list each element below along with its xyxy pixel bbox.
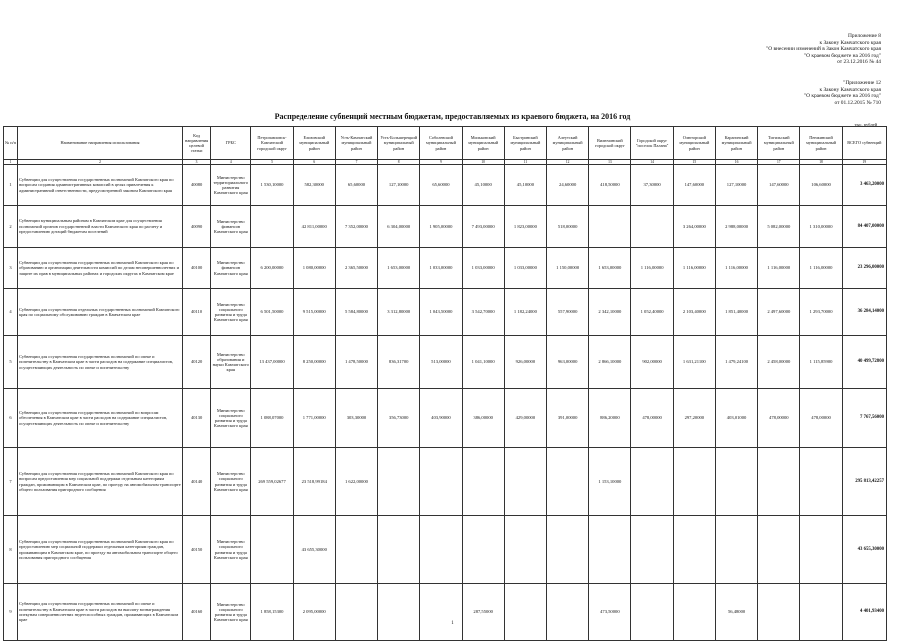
appendix-note-line: от 01.12.2015 № 710 (834, 99, 881, 106)
amount-cell: 1 116,00000 (800, 248, 842, 289)
column-index: 13 (589, 160, 631, 165)
appendix-note-line: "О краевом бюджете на 2016 год" (803, 52, 881, 59)
appendix-note-line: к Закону Камчатского края (819, 86, 881, 93)
amount-cell (589, 516, 631, 584)
amount-cell (504, 584, 546, 641)
grbs-name: Министерство социального развития и труда Камчатского края (211, 389, 251, 448)
amount-cell: 45,10000 (462, 165, 504, 206)
amount-cell: 1 858,15300 (251, 584, 293, 641)
amount-cell: 1 116,00000 (673, 248, 715, 289)
amount-cell (631, 206, 673, 248)
amount-cell (504, 448, 546, 516)
direction-name: Субвенции для осуществления государственных полномочий по опеке и попечительству в Камчатском крае в части расходов на содержание специалистов, осуществляющих деятельность по опеке и попечительству (18, 336, 183, 389)
amount-cell: 65,60000 (420, 165, 462, 206)
amount-cell: 403,90000 (420, 389, 462, 448)
amount-cell: 65,60000 (335, 165, 377, 206)
amount-cell: 269 559,02677 (251, 448, 293, 516)
target-code: 40130 (183, 389, 211, 448)
direction-name: Субвенции для осуществления государственных полномочий Камчатского края по образованию и организации деятельности комиссий по делам несовершеннолетних и защите их прав в муниципальных районах и городских округах в Камчатском крае (18, 248, 183, 289)
appendix-note-line: "Приложение 12 (843, 80, 881, 86)
amount-cell: 3 312,80000 (378, 289, 420, 336)
amount-cell (462, 448, 504, 516)
total-cell: 295 813,42257 (842, 448, 886, 516)
amount-cell: 836,31700 (378, 336, 420, 389)
amount-cell: 1 033,00000 (462, 248, 504, 289)
amount-cell: 1 631,21100 (673, 336, 715, 389)
appendix-note-line: от 23.12.2016 № 44 (837, 59, 881, 66)
grbs-name: Министерство образования и науки Камчатского края (211, 336, 251, 389)
table-row (4, 165, 887, 206)
amount-cell: 1 905,00000 (420, 206, 462, 248)
column-index: 19 (842, 160, 886, 165)
column-header: Городской округ "поселок Палана" (631, 127, 673, 160)
grbs-name: Министерство социального развития и труда Камчатского края (211, 516, 251, 584)
row-number: 9 (4, 584, 18, 641)
amount-cell: 2 988,00000 (715, 206, 757, 248)
amount-cell: 1 293,70000 (800, 289, 842, 336)
amount-cell: 1 153,10000 (589, 448, 631, 516)
amount-cell: 356,73000 (378, 389, 420, 448)
grbs-name: Министерство социального развития и труда Камчатского края (211, 448, 251, 516)
amount-cell: 1 478,50000 (335, 336, 377, 389)
amount-cell: 3 542,70000 (462, 289, 504, 336)
amount-cell: 24,60000 (547, 165, 589, 206)
row-number: 7 (4, 448, 18, 516)
amount-cell: 1 115,85900 (800, 336, 842, 389)
amount-cell: 1 150,00000 (547, 248, 589, 289)
column-header: Мильковский муниципальный район (462, 127, 504, 160)
column-header: ГРБС (211, 127, 251, 160)
column-index: 16 (715, 160, 757, 165)
amount-cell: 418,50000 (589, 165, 631, 206)
amount-cell (547, 584, 589, 641)
amount-cell: 391,00000 (547, 389, 589, 448)
amount-cell (631, 584, 673, 641)
column-index: 7 (335, 160, 377, 165)
amount-cell: 147,60000 (758, 165, 800, 206)
column-index: 11 (504, 160, 546, 165)
amount-cell: 42 811,00000 (293, 206, 335, 248)
column-index: 18 (800, 160, 842, 165)
amount-cell (420, 516, 462, 584)
amount-cell: 902,00000 (631, 336, 673, 389)
amount-cell: 1 116,00000 (715, 248, 757, 289)
column-header: Усть-Камчатский муниципальный район (335, 127, 377, 160)
amount-cell (547, 448, 589, 516)
amount-cell: 1 653,00000 (378, 248, 420, 289)
amount-cell: 2 458,00000 (758, 336, 800, 389)
amount-cell: 23 518,99184 (293, 448, 335, 516)
amount-cell: 297,20000 (673, 389, 715, 448)
column-header: Олюторский муниципальный район (673, 127, 715, 160)
total-cell: 3 463,20000 (842, 165, 886, 206)
amount-cell: 2 497,60000 (758, 289, 800, 336)
amount-cell (335, 584, 377, 641)
table-body (4, 160, 887, 641)
amount-cell: 1 182,24000 (504, 289, 546, 336)
amount-cell (462, 516, 504, 584)
amount-cell: 478,00000 (758, 389, 800, 448)
amount-cell (715, 516, 757, 584)
column-header: Елизовский муниципальный район (293, 127, 335, 160)
column-index: 14 (631, 160, 673, 165)
amount-cell: 1 622,00000 (335, 448, 377, 516)
amount-cell: 147,60000 (673, 165, 715, 206)
amount-cell: 478,00000 (800, 389, 842, 448)
amount-cell: 1 823,00000 (504, 206, 546, 248)
amount-cell: 2 095,00000 (293, 584, 335, 641)
row-number: 1 (4, 165, 18, 206)
column-header: Пенжинский муниципальный район (800, 127, 842, 160)
amount-cell: 1 530,10000 (251, 165, 293, 206)
grbs-name: Министерство территориального развития Камчатского края (211, 165, 251, 206)
amount-cell: 45,10000 (504, 165, 546, 206)
row-number: 2 (4, 206, 18, 248)
amount-cell (251, 206, 293, 248)
direction-name: Субвенции для осуществления государственных полномочий Камчатского края по вопросам предоставления мер социальной поддержки отдельным категориям граждан, проживающим в Камчатском крае, по проезду на автомобильном транспорте общего пользования пригородного сообщения (18, 448, 183, 516)
unit-label: тыс. рублей (854, 122, 877, 127)
column-header: Вилючинский городской округ (589, 127, 631, 160)
amount-cell: 1 088,07000 (251, 389, 293, 448)
amount-cell: 7 352,00000 (335, 206, 377, 248)
amount-cell: 513,00000 (420, 336, 462, 389)
target-code: 40100 (183, 248, 211, 289)
table-row (4, 448, 887, 516)
amount-cell: 6 501,50000 (251, 289, 293, 336)
appendix-note-line: "О внесении изменений в Закон Камчатского края (766, 46, 881, 53)
table-row (4, 389, 887, 448)
column-index: 3 (183, 160, 211, 165)
amount-cell: 403,01000 (715, 389, 757, 448)
direction-name: Субвенции для осуществления государственных полномочий по вопросам обеспечения в Камчатском крае в части расходов на содержание специалистов, осуществляющих деятельность по опеке и попечительству (18, 389, 183, 448)
amount-cell (378, 448, 420, 516)
amount-cell: 1 310,00000 (800, 206, 842, 248)
amount-cell: 557,90000 (547, 289, 589, 336)
amount-cell (673, 516, 715, 584)
amount-cell: 1 033,00000 (504, 248, 546, 289)
direction-name: Субвенции муниципальным районам в Камчатском крае для осуществления полномочий органов государственной власти Камчатского края по расчету и предоставлению дотаций бюджетам поселений (18, 206, 183, 248)
column-index: 5 (251, 160, 293, 165)
total-cell: 4 401,93400 (842, 584, 886, 641)
amount-cell: 37,30000 (631, 165, 673, 206)
amount-cell: 106,60000 (800, 165, 842, 206)
column-header: № п/п (4, 127, 18, 160)
amount-cell: 1 041,10000 (462, 336, 504, 389)
amount-cell: 518,00000 (547, 206, 589, 248)
amount-cell: 6 304,00000 (378, 206, 420, 248)
column-index: 4 (211, 160, 251, 165)
amount-cell (335, 516, 377, 584)
amount-cell: 56,48000 (715, 584, 757, 641)
target-code: 40150 (183, 516, 211, 584)
amount-cell: 8 250,00000 (293, 336, 335, 389)
table-row (4, 248, 887, 289)
amount-cell: 5 584,80000 (335, 289, 377, 336)
table-row (4, 516, 887, 584)
amount-cell (378, 584, 420, 641)
amount-cell: 1 851,40000 (715, 289, 757, 336)
column-index: 15 (673, 160, 715, 165)
column-index: 1 (4, 160, 18, 165)
target-code: 40120 (183, 336, 211, 389)
amount-cell: 478,00000 (631, 389, 673, 448)
grbs-name: Министерство социального развития и труда Камчатского края (211, 584, 251, 641)
appendix-note-line: Приложение 8 (848, 33, 881, 39)
amount-cell: 7 493,00000 (462, 206, 504, 248)
column-header: Соболевский муниципальный район (420, 127, 462, 160)
amount-cell: 1 116,00000 (631, 248, 673, 289)
amount-cell (631, 448, 673, 516)
amount-cell: 386,00000 (462, 389, 504, 448)
amount-cell: 582,30000 (293, 165, 335, 206)
row-number: 5 (4, 336, 18, 389)
target-code: 40160 (183, 584, 211, 641)
column-index: 6 (293, 160, 335, 165)
column-header: ВСЕГО субвенций (842, 127, 886, 160)
column-header: Алеутский муниципальный район (547, 127, 589, 160)
amount-cell (420, 584, 462, 641)
amount-cell: 9 515,00000 (293, 289, 335, 336)
table-row (4, 289, 887, 336)
amount-cell: 1 052,40000 (631, 289, 673, 336)
amount-cell (800, 448, 842, 516)
amount-cell: 2 103,40000 (673, 289, 715, 336)
grbs-name: Министерство финансов Камчатского края (211, 206, 251, 248)
amount-cell: 127,10000 (378, 165, 420, 206)
appendix-note-original (804, 80, 881, 106)
document-title: Распределение субвенций местным бюджетам, предоставляемых из краевого бюджета, на 2016 год (274, 112, 631, 121)
column-index: 10 (462, 160, 504, 165)
amount-cell: 886,20000 (589, 389, 631, 448)
grbs-name: Министерство финансов Камчатского края (211, 248, 251, 289)
row-number: 3 (4, 248, 18, 289)
amount-cell (631, 516, 673, 584)
amount-cell: 5 082,00000 (758, 206, 800, 248)
total-cell: 43 655,30000 (842, 516, 886, 584)
total-cell: 36 284,14000 (842, 289, 886, 336)
amount-cell (589, 206, 631, 248)
appendix-note-line: к Закону Камчатского края (819, 39, 881, 46)
target-code: 40090 (183, 206, 211, 248)
amount-cell (673, 448, 715, 516)
amount-cell: 1 479,24100 (715, 336, 757, 389)
total-cell: 84 407,00000 (842, 206, 886, 248)
amount-cell (378, 516, 420, 584)
column-header: Быстринский муниципальный район (504, 127, 546, 160)
amount-cell: 43 655,30000 (293, 516, 335, 584)
amount-cell: 1 080,00000 (293, 248, 335, 289)
amount-cell: 287,55000 (462, 584, 504, 641)
amount-cell: 2 866,10000 (589, 336, 631, 389)
total-cell: 23 296,00000 (842, 248, 886, 289)
amount-cell (758, 516, 800, 584)
amount-cell: 1 771,00000 (293, 389, 335, 448)
amount-cell (251, 516, 293, 584)
amount-cell: 6 200,00000 (251, 248, 293, 289)
row-number: 6 (4, 389, 18, 448)
row-number: 8 (4, 516, 18, 584)
direction-name: Субвенции для осуществления государственных полномочий Камчатского края по вопросам создания административных комиссий в целях привлечения к административной ответственности, предусмотренной законом Камчатского края (18, 165, 183, 206)
amount-cell (800, 516, 842, 584)
column-index: 2 (18, 160, 183, 165)
appendix-note-line: "О краевом бюджете на 2016 год" (803, 93, 881, 100)
amount-cell (420, 448, 462, 516)
amount-cell (758, 584, 800, 641)
amount-cell (504, 516, 546, 584)
column-index: 9 (420, 160, 462, 165)
page-number: 1 (451, 621, 454, 626)
column-header: Карагинский муниципальный район (715, 127, 757, 160)
amount-cell: 303,30000 (335, 389, 377, 448)
amount-cell: 3 264,00000 (673, 206, 715, 248)
table-row (4, 584, 887, 641)
amount-cell: 429,00000 (504, 389, 546, 448)
amount-cell: 1 653,00000 (589, 248, 631, 289)
column-index: 17 (758, 160, 800, 165)
column-index: 8 (378, 160, 420, 165)
amount-cell: 926,00000 (504, 336, 546, 389)
amount-cell: 963,00000 (547, 336, 589, 389)
table-header-row (4, 127, 887, 160)
total-cell: 7 767,56000 (842, 389, 886, 448)
column-index: 12 (547, 160, 589, 165)
amount-cell: 2 365,50000 (335, 248, 377, 289)
direction-name: Субвенции для осуществления отдельных государственных полномочий Камчатского края по социальному обслуживанию граждан в Камчатском крае (18, 289, 183, 336)
column-header: Код направления целевой статьи (183, 127, 211, 160)
amount-cell (715, 448, 757, 516)
table-row (4, 336, 887, 389)
total-cell: 40 499,72800 (842, 336, 886, 389)
amount-cell: 2 342,10000 (589, 289, 631, 336)
amount-cell: 1 043,50000 (420, 289, 462, 336)
column-header: Усть-Большерецкий муниципальный район (378, 127, 420, 160)
column-header: Наименование направления использования (18, 127, 183, 160)
amount-cell: 473,50000 (589, 584, 631, 641)
grbs-name: Министерство социального развития и труда Камчатского края (211, 289, 251, 336)
table-row (4, 206, 887, 248)
row-number: 4 (4, 289, 18, 336)
target-code: 40110 (183, 289, 211, 336)
column-header: Тигильский муниципальный район (758, 127, 800, 160)
amount-cell (673, 584, 715, 641)
amount-cell: 13 437,00000 (251, 336, 293, 389)
subventions-table (3, 126, 887, 641)
amount-cell: 1 116,00000 (758, 248, 800, 289)
target-code: 40080 (183, 165, 211, 206)
amount-cell (800, 584, 842, 641)
direction-name: Субвенции для осуществления государственных полномочий по опеке и попечительству в Камчатском крае в части расходов на выплату вознаграждения опекунам совершеннолетних недееспособных граждан, проживающих в Камчатском крае (18, 584, 183, 641)
amount-cell: 1 033,00000 (420, 248, 462, 289)
amount-cell (758, 448, 800, 516)
target-code: 40140 (183, 448, 211, 516)
amount-cell (547, 516, 589, 584)
column-header: Петропавловск-Камчатский городской округ (251, 127, 293, 160)
amount-cell: 127,10000 (715, 165, 757, 206)
appendix-note-current (766, 33, 881, 66)
direction-name: Субвенции для осуществления государственных полномочий Камчатского края по предоставлению мер социальной поддержки отдельным категориям граждан, проживающим в Камчатском крае, по проезду на автомобильном транспорте общего пользования пригородного сообщения (18, 516, 183, 584)
